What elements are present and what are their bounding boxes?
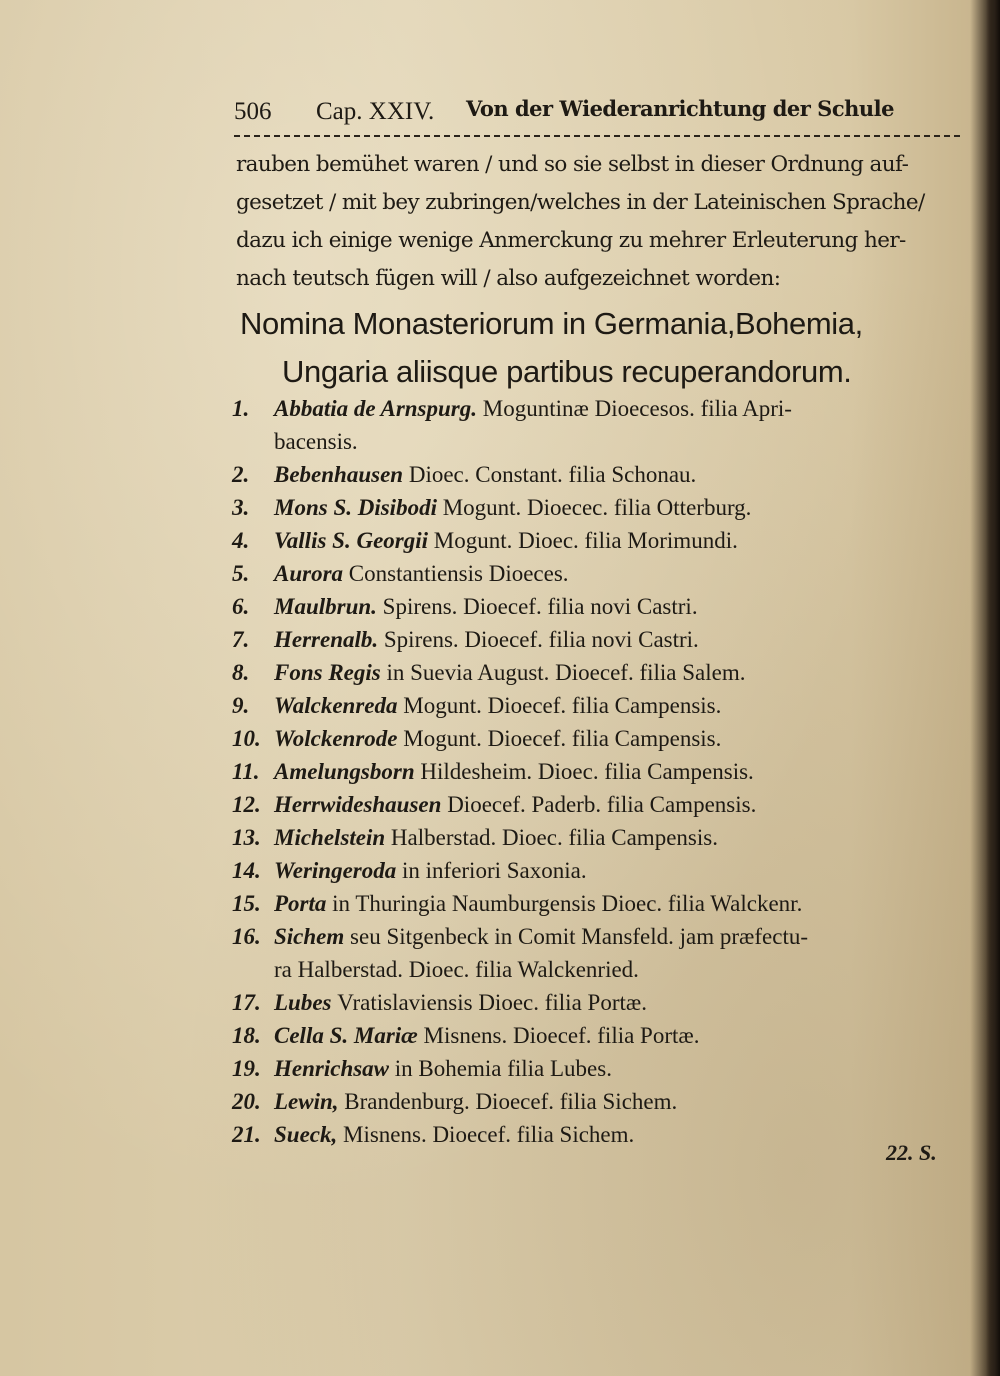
entry-line xyxy=(274,986,647,1019)
list-item xyxy=(232,854,962,887)
entry-text xyxy=(274,623,699,656)
entry-text xyxy=(274,788,756,821)
monastery-name: Sichem xyxy=(274,924,345,949)
entry-text xyxy=(274,557,569,590)
entry-number: 10. xyxy=(232,726,261,751)
monastery-description: Mogunt. Dioecec. filia Otterburg. xyxy=(442,495,752,520)
list-item xyxy=(232,524,962,557)
monastery-description: Mogunt. Dioec. filia Morimundi. xyxy=(433,528,738,553)
monastery-name: Walckenreda xyxy=(274,693,398,718)
list-item xyxy=(232,1118,962,1151)
monastery-description: Moguntinæ Dioecesos. filia Apri- xyxy=(482,396,792,421)
entry-text xyxy=(274,656,745,689)
entry-text xyxy=(274,755,754,788)
entry-line xyxy=(274,1085,677,1118)
entry-number: 9. xyxy=(232,693,250,718)
list-item xyxy=(232,788,962,821)
entry-line xyxy=(274,491,751,524)
monastery-description-continued: ra Halberstad. Dioec. filia Walckenried. xyxy=(274,957,639,982)
entry-number: 16. xyxy=(232,924,261,949)
monastery-description: Spirens. Dioecef. filia novi Castri. xyxy=(382,594,698,619)
intro-line: gesetzet / mit bey zubringen/welches in der Lateinischen Sprache/ xyxy=(236,190,925,215)
intro-paragraph xyxy=(236,146,962,298)
page-number: 506 xyxy=(234,98,272,125)
monastery-description: Mogunt. Dioecef. filia Campensis. xyxy=(403,693,722,718)
monastery-name: Lubes xyxy=(274,990,332,1015)
monastery-description: seu Sitgenbeck in Comit Mansfeld. jam præfectu- xyxy=(350,924,809,949)
monastery-description: in inferiori Saxonia. xyxy=(402,858,587,883)
monastery-name: Bebenhausen xyxy=(274,462,404,487)
entry-line xyxy=(274,1118,634,1151)
entry-text xyxy=(274,1052,612,1085)
monastery-name: Michelstein xyxy=(274,825,386,850)
list-item xyxy=(232,722,962,755)
monastery-description: Dioec. Constant. filia Schonau. xyxy=(408,462,697,487)
entry-number: 15. xyxy=(232,891,261,916)
monastery-name: Herrenalb. xyxy=(274,627,379,652)
monastery-name: Cella S. Mariæ xyxy=(274,1023,418,1048)
list-heading xyxy=(240,300,970,396)
intro-line: nach teutsch fügen will / also aufgezeichnet worden: xyxy=(236,266,781,291)
entry-line xyxy=(274,458,696,491)
entry-text xyxy=(274,458,696,491)
entry-line xyxy=(274,1052,612,1085)
page-edge-shadow xyxy=(986,0,1000,1376)
monastery-description: Spirens. Dioecef. filia novi Castri. xyxy=(383,627,699,652)
entry-line xyxy=(274,788,756,821)
entry-line xyxy=(274,590,698,623)
entry-text xyxy=(274,392,792,458)
entry-text xyxy=(274,722,721,755)
entry-number: 13. xyxy=(232,825,261,850)
entry-text xyxy=(274,1019,700,1052)
monastery-description: Misnens. Dioecef. filia Sichem. xyxy=(343,1122,635,1147)
list-item xyxy=(232,1052,962,1085)
list-item xyxy=(232,392,962,458)
entry-line xyxy=(274,623,699,656)
monastery-description: Misnens. Dioecef. filia Portæ. xyxy=(423,1023,700,1048)
monastery-description: Brandenburg. Dioecef. filia Sichem. xyxy=(344,1089,678,1114)
entry-text xyxy=(274,491,751,524)
monastery-name: Mons S. Disibodi xyxy=(274,495,437,520)
monastery-description: in Bohemia filia Lubes. xyxy=(394,1056,612,1081)
entry-line xyxy=(274,887,802,920)
monastery-description: Halberstad. Dioec. filia Campensis. xyxy=(390,825,718,850)
monastery-description: in Thuringia Naumburgensis Dioec. filia Walckenr. xyxy=(332,891,803,916)
entry-line xyxy=(274,920,808,953)
entry-number: 19. xyxy=(232,1056,261,1081)
list-item xyxy=(232,755,962,788)
list-item xyxy=(232,1019,962,1052)
monastery-description-continued: bacensis. xyxy=(274,429,358,454)
list-item xyxy=(232,458,962,491)
entry-number: 21. xyxy=(232,1122,261,1147)
entry-text xyxy=(274,1118,634,1151)
entry-line xyxy=(274,524,738,557)
monastery-name: Weringeroda xyxy=(274,858,397,883)
entry-line xyxy=(274,656,745,689)
monastery-name: Sueck, xyxy=(274,1122,338,1147)
monastery-description: in Suevia August. Dioecef. filia Salem. xyxy=(386,660,746,685)
entry-line xyxy=(274,392,792,425)
entry-number: 12. xyxy=(232,792,261,817)
list-item xyxy=(232,1085,962,1118)
entry-number: 20. xyxy=(232,1089,261,1114)
list-item xyxy=(232,590,962,623)
monastery-name: Henrichsaw xyxy=(274,1056,390,1081)
list-heading-line: Ungaria aliisque partibus recuperandorum. xyxy=(282,354,852,389)
monastery-name: Aurora xyxy=(274,561,344,586)
entry-text xyxy=(274,821,718,854)
entry-text xyxy=(274,920,808,986)
monastery-name: Amelungsborn xyxy=(274,759,415,784)
entry-line xyxy=(274,557,569,590)
entry-line xyxy=(274,1019,700,1052)
entry-number: 7. xyxy=(232,627,250,652)
chapter-label: Cap. XXIV. xyxy=(316,98,435,125)
entry-number: 1. xyxy=(232,396,250,421)
list-item xyxy=(232,689,962,722)
entry-number: 11. xyxy=(232,759,260,784)
entry-number: 8. xyxy=(232,660,250,685)
page-header xyxy=(234,96,954,132)
catchword: 22. S. xyxy=(886,1140,937,1165)
entry-line xyxy=(274,689,721,722)
monastery-description: Dioecef. Paderb. filia Campensis. xyxy=(447,792,757,817)
entry-number: 14. xyxy=(232,858,261,883)
entry-number: 3. xyxy=(232,495,250,520)
entry-line xyxy=(274,755,754,788)
entry-number: 17. xyxy=(232,990,261,1015)
header-rule xyxy=(234,135,960,137)
entry-text xyxy=(274,524,738,557)
monastery-description: Vratislaviensis Dioec. filia Portæ. xyxy=(337,990,647,1015)
monastery-name: Maulbrun. xyxy=(274,594,377,619)
monastery-description: Hildesheim. Dioec. filia Campensis. xyxy=(420,759,754,784)
monastery-name: Abbatia de Arnspurg. xyxy=(274,396,478,421)
entry-number: 2. xyxy=(232,462,250,487)
entry-text xyxy=(274,590,698,623)
monastery-description: Constantiensis Dioeces. xyxy=(348,561,569,586)
entry-number: 4. xyxy=(232,528,250,553)
list-item xyxy=(232,986,962,1019)
entry-line xyxy=(274,722,721,755)
entry-number: 5. xyxy=(232,561,250,586)
list-item xyxy=(232,920,962,986)
list-item xyxy=(232,557,962,590)
entry-line xyxy=(274,854,587,887)
entry-line xyxy=(274,821,718,854)
entry-text xyxy=(274,986,647,1019)
entry-text xyxy=(274,887,802,920)
entry-number: 6. xyxy=(232,594,250,619)
entry-text xyxy=(274,1085,677,1118)
entry-text xyxy=(274,854,587,887)
list-item xyxy=(232,623,962,656)
list-heading-line: Nomina Monasteriorum in Germania,Bohemia, xyxy=(240,306,863,341)
monastery-list xyxy=(232,392,962,1151)
running-title: Von der Wiederanrichtung der Schule xyxy=(466,96,894,121)
list-item xyxy=(232,887,962,920)
intro-line: rauben bemühet waren / und so sie selbst in dieser Ordnung auf- xyxy=(236,152,909,177)
monastery-name: Vallis S. Georgii xyxy=(274,528,429,553)
list-item xyxy=(232,821,962,854)
entry-text xyxy=(274,689,721,722)
monastery-name: Herrwideshausen xyxy=(274,792,442,817)
monastery-name: Lewin, xyxy=(274,1089,339,1114)
entry-number: 18. xyxy=(232,1023,261,1048)
intro-line: dazu ich einige wenige Anmerckung zu mehrer Erleuterung her- xyxy=(236,228,906,253)
monastery-name: Fons Regis xyxy=(274,660,381,685)
list-item xyxy=(232,656,962,689)
monastery-name: Porta xyxy=(274,891,327,916)
list-item xyxy=(232,491,962,524)
monastery-name: Wolckenrode xyxy=(274,726,398,751)
monastery-description: Mogunt. Dioecef. filia Campensis. xyxy=(403,726,722,751)
